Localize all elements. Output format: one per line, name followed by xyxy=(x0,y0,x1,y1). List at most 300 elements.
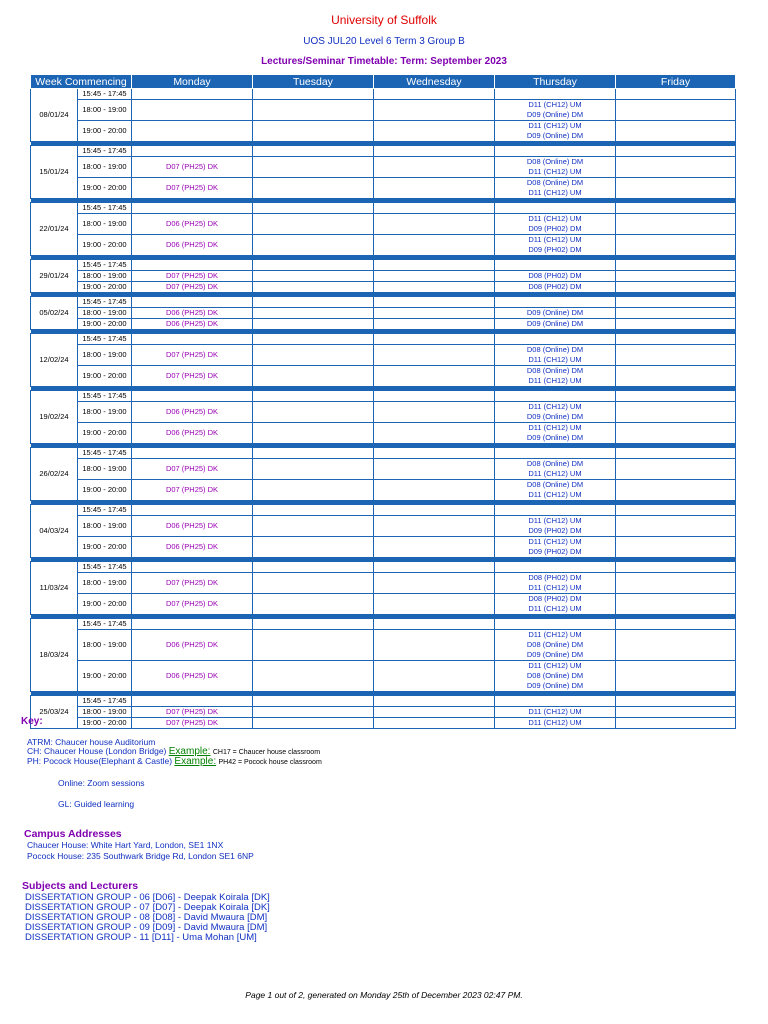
session-entry: D07 (PH25) DK xyxy=(165,485,219,494)
week-commencing-cell: 26/02/24 xyxy=(31,448,78,501)
key-ch-example-label: Example: xyxy=(168,746,211,757)
wednesday-cell xyxy=(374,423,495,444)
session-entry: D11 (CH12) UM xyxy=(528,355,582,364)
time-slot-cell: 15:45 - 17:45 xyxy=(78,391,132,402)
session-entry: D11 (CH12) UM xyxy=(528,661,582,670)
thursday-cell xyxy=(495,619,616,630)
tuesday-cell xyxy=(253,297,374,308)
time-slot-cell: 15:45 - 17:45 xyxy=(78,89,132,100)
table-row xyxy=(31,297,736,308)
thursday-cell xyxy=(495,516,616,537)
friday-cell xyxy=(616,661,736,692)
monday-cell xyxy=(132,203,253,214)
monday-cell xyxy=(132,297,253,308)
friday-cell xyxy=(616,366,736,387)
time-slot-cell: 19:00 - 20:00 xyxy=(78,594,132,615)
campus-heading: Campus Addresses xyxy=(24,828,122,840)
friday-cell xyxy=(616,282,736,293)
table-row xyxy=(31,260,736,271)
friday-cell xyxy=(616,308,736,319)
friday-cell xyxy=(616,214,736,235)
time-slot-cell: 19:00 - 20:00 xyxy=(78,121,132,142)
thursday-cell xyxy=(495,271,616,282)
key-ch-example: CH17 = Chaucer house classroom xyxy=(212,749,321,756)
monday-cell xyxy=(132,121,253,142)
table-row xyxy=(31,121,736,142)
university-title: University of Suffolk xyxy=(331,13,437,27)
key-ph-example: PH42 = Pocock house classroom xyxy=(218,759,322,766)
time-slot-cell: 15:45 - 17:45 xyxy=(78,696,132,707)
wednesday-cell xyxy=(374,696,495,707)
term-label: Term: September 2023 xyxy=(400,56,507,67)
tuesday-cell xyxy=(253,480,374,501)
tuesday-cell xyxy=(253,157,374,178)
session-entry: D09 (Online) DM xyxy=(526,110,584,119)
page-footer: Page 1 out of 2, generated on Monday 25th of December 2023 02:47 PM. xyxy=(245,990,523,1000)
friday-cell xyxy=(616,146,736,157)
time-slot-cell: 15:45 - 17:45 xyxy=(78,297,132,308)
session-entry: D06 (PH25) DK xyxy=(165,640,219,649)
subject-line: DISSERTATION GROUP - 06 [D06] - Deepak Koirala [DK] xyxy=(25,892,270,903)
friday-cell xyxy=(616,178,736,199)
session-entry: D11 (CH12) UM xyxy=(528,707,582,716)
table-row xyxy=(31,235,736,256)
thursday-cell xyxy=(495,696,616,707)
session-entry: D07 (PH25) DK xyxy=(165,599,219,608)
session-entry: D08 (PH02) DM xyxy=(528,594,582,603)
time-slot-cell: 18:00 - 19:00 xyxy=(78,271,132,282)
session-entry: D09 (Online) DM xyxy=(526,433,584,442)
table-row xyxy=(31,366,736,387)
thursday-cell xyxy=(495,214,616,235)
friday-cell xyxy=(616,459,736,480)
session-entry: D11 (CH12) UM xyxy=(528,516,582,525)
tuesday-cell xyxy=(253,537,374,558)
time-slot-cell: 19:00 - 20:00 xyxy=(78,661,132,692)
week-commencing-cell: 18/03/24 xyxy=(31,619,78,692)
friday-cell xyxy=(616,334,736,345)
wednesday-cell xyxy=(374,718,495,729)
monday-cell xyxy=(132,696,253,707)
week-commencing-cell: 08/01/24 xyxy=(31,89,78,142)
timetable-body xyxy=(31,89,736,729)
session-entry: D07 (PH25) DK xyxy=(165,371,219,380)
time-slot-cell: 18:00 - 19:00 xyxy=(78,308,132,319)
session-entry: D08 (Online) DM xyxy=(526,480,584,489)
wednesday-cell xyxy=(374,146,495,157)
session-entry: D07 (PH25) DK xyxy=(165,162,219,171)
session-entry: D08 (Online) DM xyxy=(526,640,584,649)
session-entry: D08 (PH02) DM xyxy=(528,573,582,582)
thursday-cell xyxy=(495,459,616,480)
time-slot-cell: 15:45 - 17:45 xyxy=(78,146,132,157)
wednesday-cell xyxy=(374,619,495,630)
session-entry: D09 (PH02) DM xyxy=(528,526,582,535)
week-commencing-cell: 04/03/24 xyxy=(31,505,78,558)
wednesday-cell xyxy=(374,235,495,256)
tuesday-cell xyxy=(253,516,374,537)
monday-cell xyxy=(132,282,253,293)
session-entry: D11 (CH12) UM xyxy=(528,630,582,639)
friday-cell xyxy=(616,718,736,729)
friday-cell xyxy=(616,562,736,573)
session-entry: D08 (Online) DM xyxy=(526,459,584,468)
thursday-cell xyxy=(495,505,616,516)
wednesday-cell xyxy=(374,366,495,387)
thursday-cell xyxy=(495,537,616,558)
monday-cell xyxy=(132,89,253,100)
session-entry: D06 (PH25) DK xyxy=(165,542,219,551)
monday-cell xyxy=(132,146,253,157)
table-row xyxy=(31,562,736,573)
week-commencing-cell: 11/03/24 xyxy=(31,562,78,615)
thursday-cell xyxy=(495,391,616,402)
friday-cell xyxy=(616,537,736,558)
session-entry: D11 (CH12) UM xyxy=(528,121,582,130)
course-subtitle: UOS JUL20 Level 6 Term 3 Group B xyxy=(303,36,465,47)
friday-cell xyxy=(616,516,736,537)
table-row xyxy=(31,696,736,707)
monday-cell xyxy=(132,459,253,480)
tuesday-cell xyxy=(253,573,374,594)
session-entry: D06 (PH25) DK xyxy=(165,428,219,437)
wednesday-cell xyxy=(374,297,495,308)
thursday-cell xyxy=(495,573,616,594)
monday-cell xyxy=(132,448,253,459)
week-commencing-cell: 19/02/24 xyxy=(31,391,78,444)
timetable xyxy=(30,75,736,729)
wednesday-cell xyxy=(374,537,495,558)
table-row xyxy=(31,630,736,661)
wednesday-cell xyxy=(374,448,495,459)
table-row xyxy=(31,459,736,480)
time-slot-cell: 15:45 - 17:45 xyxy=(78,334,132,345)
table-row xyxy=(31,203,736,214)
session-entry: D11 (CH12) UM xyxy=(528,214,582,223)
session-entry: D06 (PH25) DK xyxy=(165,240,219,249)
monday-cell xyxy=(132,516,253,537)
session-entry: D06 (PH25) DK xyxy=(165,319,219,328)
tuesday-cell xyxy=(253,319,374,330)
wednesday-cell xyxy=(374,480,495,501)
col-week-commencing: Week Commencing xyxy=(31,75,132,89)
time-slot-cell: 18:00 - 19:00 xyxy=(78,157,132,178)
friday-cell xyxy=(616,630,736,661)
thursday-cell xyxy=(495,366,616,387)
tuesday-cell xyxy=(253,89,374,100)
wednesday-cell xyxy=(374,459,495,480)
time-slot-cell: 19:00 - 20:00 xyxy=(78,423,132,444)
wednesday-cell xyxy=(374,594,495,615)
wednesday-cell xyxy=(374,661,495,692)
subjects-heading: Subjects and Lecturers xyxy=(22,880,139,892)
monday-cell xyxy=(132,573,253,594)
session-entry: D11 (CH12) UM xyxy=(528,100,582,109)
thursday-cell xyxy=(495,308,616,319)
session-entry: D06 (PH25) DK xyxy=(165,219,219,228)
thursday-cell xyxy=(495,319,616,330)
wednesday-cell xyxy=(374,121,495,142)
thursday-cell xyxy=(495,157,616,178)
wednesday-cell xyxy=(374,282,495,293)
time-slot-cell: 18:00 - 19:00 xyxy=(78,516,132,537)
week-commencing-cell: 25/03/24 xyxy=(31,696,78,729)
table-row xyxy=(31,214,736,235)
session-entry: D11 (CH12) UM xyxy=(528,718,582,727)
time-slot-cell: 19:00 - 20:00 xyxy=(78,319,132,330)
key-ch-text: CH: Chaucer House (London Bridge) xyxy=(27,746,167,756)
time-slot-cell: 15:45 - 17:45 xyxy=(78,562,132,573)
monday-cell xyxy=(132,402,253,423)
key-heading: Key: xyxy=(21,716,43,727)
tuesday-cell xyxy=(253,707,374,718)
wednesday-cell xyxy=(374,516,495,537)
friday-cell xyxy=(616,391,736,402)
session-entry: D09 (Online) DM xyxy=(526,319,584,328)
thursday-cell xyxy=(495,203,616,214)
table-row xyxy=(31,146,736,157)
friday-cell xyxy=(616,619,736,630)
time-slot-cell: 19:00 - 20:00 xyxy=(78,537,132,558)
time-slot-cell: 15:45 - 17:45 xyxy=(78,260,132,271)
session-entry: D09 (Online) DM xyxy=(526,131,584,140)
table-row xyxy=(31,391,736,402)
wednesday-cell xyxy=(374,707,495,718)
session-entry: D11 (CH12) UM xyxy=(528,235,582,244)
table-row xyxy=(31,661,736,692)
tuesday-cell xyxy=(253,661,374,692)
subject-line: DISSERTATION GROUP - 09 [D09] - David Mwaura [DM] xyxy=(25,922,268,933)
time-slot-cell: 19:00 - 20:00 xyxy=(78,282,132,293)
session-entry: D06 (PH25) DK xyxy=(165,407,219,416)
session-entry: D08 (Online) DM xyxy=(526,178,584,187)
col-friday: Friday xyxy=(616,75,736,89)
monday-cell xyxy=(132,562,253,573)
tuesday-cell xyxy=(253,630,374,661)
wednesday-cell xyxy=(374,100,495,121)
subject-line: DISSERTATION GROUP - 07 [D07] - Deepak Koirala [DK] xyxy=(25,902,270,913)
session-entry: D08 (Online) DM xyxy=(526,671,584,680)
thursday-cell xyxy=(495,402,616,423)
friday-cell xyxy=(616,480,736,501)
tuesday-cell xyxy=(253,696,374,707)
thursday-cell xyxy=(495,100,616,121)
thursday-cell xyxy=(495,345,616,366)
time-slot-cell: 18:00 - 19:00 xyxy=(78,573,132,594)
tuesday-cell xyxy=(253,334,374,345)
thursday-cell xyxy=(495,334,616,345)
monday-cell xyxy=(132,366,253,387)
monday-cell xyxy=(132,630,253,661)
table-row xyxy=(31,334,736,345)
table-row xyxy=(31,448,736,459)
thursday-cell xyxy=(495,121,616,142)
session-entry: D11 (CH12) UM xyxy=(528,167,582,176)
tuesday-cell xyxy=(253,402,374,423)
wednesday-cell xyxy=(374,260,495,271)
tuesday-cell xyxy=(253,423,374,444)
tuesday-cell xyxy=(253,235,374,256)
table-row xyxy=(31,402,736,423)
monday-cell xyxy=(132,157,253,178)
session-entry: D09 (Online) DM xyxy=(526,650,584,659)
time-slot-cell: 15:45 - 17:45 xyxy=(78,203,132,214)
week-commencing-cell: 15/01/24 xyxy=(31,146,78,199)
friday-cell xyxy=(616,235,736,256)
session-entry: D07 (PH25) DK xyxy=(165,271,219,280)
friday-cell xyxy=(616,203,736,214)
friday-cell xyxy=(616,448,736,459)
monday-cell xyxy=(132,178,253,199)
week-commencing-cell: 12/02/24 xyxy=(31,334,78,387)
wednesday-cell xyxy=(374,89,495,100)
wednesday-cell xyxy=(374,334,495,345)
monday-cell xyxy=(132,594,253,615)
tuesday-cell xyxy=(253,146,374,157)
tuesday-cell xyxy=(253,308,374,319)
time-slot-cell: 19:00 - 20:00 xyxy=(78,235,132,256)
session-entry: D06 (PH25) DK xyxy=(165,521,219,530)
key-gl: GL: Guided learning xyxy=(58,799,135,809)
friday-cell xyxy=(616,423,736,444)
thursday-cell xyxy=(495,630,616,661)
table-row xyxy=(31,282,736,293)
wednesday-cell xyxy=(374,319,495,330)
session-entry: D08 (PH02) DM xyxy=(528,271,582,280)
table-row xyxy=(31,89,736,100)
monday-cell xyxy=(132,235,253,256)
table-row xyxy=(31,308,736,319)
monday-cell xyxy=(132,345,253,366)
table-row xyxy=(31,271,736,282)
session-entry: D08 (Online) DM xyxy=(526,345,584,354)
friday-cell xyxy=(616,89,736,100)
tuesday-cell xyxy=(253,718,374,729)
table-row xyxy=(31,707,736,718)
wednesday-cell xyxy=(374,505,495,516)
friday-cell xyxy=(616,594,736,615)
monday-cell xyxy=(132,260,253,271)
session-entry: D08 (Online) DM xyxy=(526,157,584,166)
key-ph-text: PH: Pocock House(Elephant & Castle) xyxy=(27,756,173,766)
tuesday-cell xyxy=(253,562,374,573)
session-entry: D11 (CH12) UM xyxy=(528,469,582,478)
table-row xyxy=(31,573,736,594)
session-entry: D07 (PH25) DK xyxy=(165,707,219,716)
tuesday-cell xyxy=(253,505,374,516)
time-slot-cell: 15:45 - 17:45 xyxy=(78,619,132,630)
thursday-cell xyxy=(495,146,616,157)
tuesday-cell xyxy=(253,345,374,366)
table-row xyxy=(31,505,736,516)
session-entry: D07 (PH25) DK xyxy=(165,183,219,192)
session-entry: D07 (PH25) DK xyxy=(165,350,219,359)
thursday-cell xyxy=(495,260,616,271)
friday-cell xyxy=(616,707,736,718)
tuesday-cell xyxy=(253,282,374,293)
session-entry: D06 (PH25) DK xyxy=(165,308,219,317)
time-slot-cell: 18:00 - 19:00 xyxy=(78,100,132,121)
session-entry: D09 (PH02) DM xyxy=(528,547,582,556)
monday-cell xyxy=(132,423,253,444)
tuesday-cell xyxy=(253,459,374,480)
thursday-cell xyxy=(495,594,616,615)
friday-cell xyxy=(616,100,736,121)
col-thursday: Thursday xyxy=(495,75,616,89)
friday-cell xyxy=(616,271,736,282)
table-row xyxy=(31,157,736,178)
table-row xyxy=(31,619,736,630)
monday-cell xyxy=(132,537,253,558)
session-entry: D11 (CH12) UM xyxy=(528,583,582,592)
session-entry: D09 (Online) DM xyxy=(526,681,584,690)
time-slot-cell: 19:00 - 20:00 xyxy=(78,178,132,199)
monday-cell xyxy=(132,334,253,345)
tuesday-cell xyxy=(253,448,374,459)
monday-cell xyxy=(132,718,253,729)
monday-cell xyxy=(132,480,253,501)
wednesday-cell xyxy=(374,178,495,199)
tuesday-cell xyxy=(253,260,374,271)
wednesday-cell xyxy=(374,271,495,282)
timetable-heading xyxy=(0,56,768,67)
time-slot-cell: 19:00 - 20:00 xyxy=(78,718,132,729)
session-entry: D09 (Online) DM xyxy=(526,308,584,317)
wednesday-cell xyxy=(374,157,495,178)
thursday-cell xyxy=(495,661,616,692)
session-entry: D09 (Online) DM xyxy=(526,412,584,421)
col-tuesday: Tuesday xyxy=(253,75,374,89)
thursday-cell xyxy=(495,178,616,199)
monday-cell xyxy=(132,619,253,630)
friday-cell xyxy=(616,402,736,423)
monday-cell xyxy=(132,505,253,516)
monday-cell xyxy=(132,214,253,235)
table-row xyxy=(31,319,736,330)
time-slot-cell: 18:00 - 19:00 xyxy=(78,214,132,235)
session-entry: D11 (CH12) UM xyxy=(528,402,582,411)
table-row xyxy=(31,100,736,121)
tuesday-cell xyxy=(253,203,374,214)
thursday-cell xyxy=(495,480,616,501)
col-monday: Monday xyxy=(132,75,253,89)
session-entry: D09 (PH02) DM xyxy=(528,245,582,254)
friday-cell xyxy=(616,121,736,142)
wednesday-cell xyxy=(374,630,495,661)
monday-cell xyxy=(132,391,253,402)
table-row xyxy=(31,480,736,501)
wednesday-cell xyxy=(374,573,495,594)
wednesday-cell xyxy=(374,203,495,214)
tuesday-cell xyxy=(253,121,374,142)
session-entry: D06 (PH25) DK xyxy=(165,671,219,680)
time-slot-cell: 19:00 - 20:00 xyxy=(78,480,132,501)
table-row xyxy=(31,178,736,199)
week-commencing-cell: 29/01/24 xyxy=(31,260,78,293)
session-entry: D11 (CH12) UM xyxy=(528,188,582,197)
monday-cell xyxy=(132,707,253,718)
campus-chaucer: Chaucer House: White Hart Yard, London, SE1 1NX xyxy=(27,840,224,850)
friday-cell xyxy=(616,573,736,594)
wednesday-cell xyxy=(374,562,495,573)
monday-cell xyxy=(132,661,253,692)
friday-cell xyxy=(616,297,736,308)
thursday-cell xyxy=(495,718,616,729)
week-commencing-cell: 22/01/24 xyxy=(31,203,78,256)
thursday-cell xyxy=(495,235,616,256)
key-atrm: ATRM: Chaucer house Auditorium xyxy=(27,737,156,747)
friday-cell xyxy=(616,157,736,178)
